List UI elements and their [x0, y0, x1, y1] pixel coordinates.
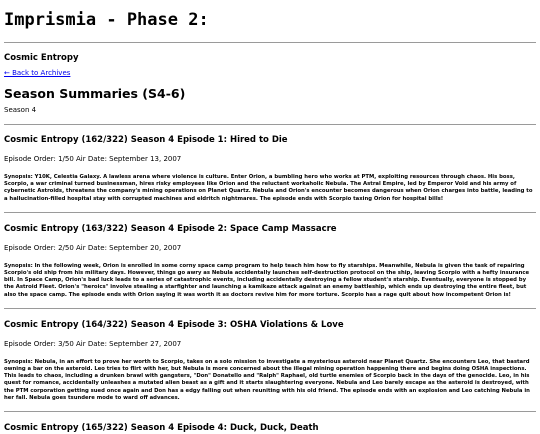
synopsis-label: Synopsis:: [4, 174, 33, 180]
synopsis-label: Synopsis:: [4, 358, 33, 365]
episode-entry: [4, 319, 536, 402]
season-summaries-heading: Season Summaries (S4-6): [4, 86, 186, 101]
episode-meta: Episode Order: 1/50 Air Date: September 13, 2007: [4, 155, 182, 163]
divider: [4, 411, 536, 412]
divider: [4, 212, 536, 213]
synopsis-text: In the following week, Orion is enrolled in some corny space camp program to help teach him how to fly starships. Meanwhile, Nebula is given the task of repairing Scorpio's old ship from his military days. However, things go awry as Nebula accidentally launches self-destruction protocol on the ship, leaving Scorpio with a hefty insurance bill. In Space Camp, Orion's bad luck leads to a series of catastrophic events, including accidentally destroying a fellow student's starship. Eventually, everyone is stopped by the Astroid Fleet. Orion's "heroics" involve stealing a starfighter and launching a kamikaze attack against an enemy battleship, which ends up destroying the entire fleet, but also the space camp. The episode ends with Orion saying it was worth it as doctors revive him for more torture. Scorpio has a rage quit about how incompetent Orion is!: [4, 262, 530, 298]
site-title: Imprismia - Phase 2:: [4, 10, 209, 30]
episode-title: Cosmic Entropy (162/322) Season 4 Episode 1: Hired to Die: [4, 135, 288, 145]
synopsis-text: Y10K, Celestia Galaxy. A lawless arena where violence is culture. Enter Orion, a bumbling hero who works at PTM, exploiting resources through chaos. His boss, Scorpio, a war criminal turned businessman, hires risky employees like Orion and the reluctant workaholic Nebula. The Astral Empire, led by Emperor Void and his army of cybernetic Astroids, threatens the company's mining operations on Planet Quartz. Nebula and Orion's encounter becomes dangerous when Orion charges into battle, leading to a hallucination-filled hospital stay with corrupted machines and eldritch nightmares. The episode ends with Scorpio taxing Orion for hospital bills!: [4, 174, 533, 202]
episode-meta: Episode Order: 2/50 Air Date: September 20, 2007: [4, 243, 182, 252]
episode-title: Cosmic Entropy (165/322) Season 4 Episode 4: Duck, Duck, Death: [4, 423, 319, 434]
episode-title: Cosmic Entropy (164/322) Season 4 Episode 3: OSHA Violations & Love: [4, 319, 344, 330]
episode-entry: [4, 223, 536, 299]
episode-meta: Episode Order: 3/50 Air Date: September 27, 2007: [4, 339, 182, 348]
episode-entry: [4, 134, 536, 203]
divider: [4, 308, 536, 309]
synopsis-text: Nebula, in an effort to prove her worth to Scorpio, takes on a solo mission to investigate a mysterious asteroid near Planet Quartz. She encounters Leo, that bastard owning a bar on the asteroid. Leo tries to flirt with her, but Nebula is more concerned about the illegal mining operation happening there and begins doing OSHA inspections. This leads to chaos, including a drunken brawl with gangsters, "Don" Donatello and "Ralph" Raphael, old turtle enemies of Scorpio back in the days of the genocide. Leo, in his quest for romance, accidentally unleashes a mutated alien beast as a gift and it starts slaughtering everyone. Nebula and Leo barely escape as the asteroid is destroyed, with the PTM corporation getting sued once again and Don has a edgy falling out when reuniting with his old friend. The episode ends with an explosion and Leo catching Nebula in her fall. Nebula goes tsundere mode to ward off advances.: [4, 358, 530, 401]
section-name: Cosmic Entropy: [4, 53, 79, 63]
synopsis-label: Synopsis:: [4, 262, 33, 269]
title-divider: [4, 42, 536, 43]
episode-synopsis: [4, 174, 536, 203]
divider: [4, 124, 536, 125]
episode-synopsis: [4, 263, 536, 299]
episode-entry: [4, 422, 536, 434]
back-to-archives-link[interactable]: ← Back to Archives: [4, 69, 71, 77]
episode-title: Cosmic Entropy (163/322) Season 4 Episode 2: Space Camp Massacre: [4, 223, 337, 234]
season-label: Season 4: [4, 106, 37, 114]
episode-synopsis: [4, 359, 536, 402]
